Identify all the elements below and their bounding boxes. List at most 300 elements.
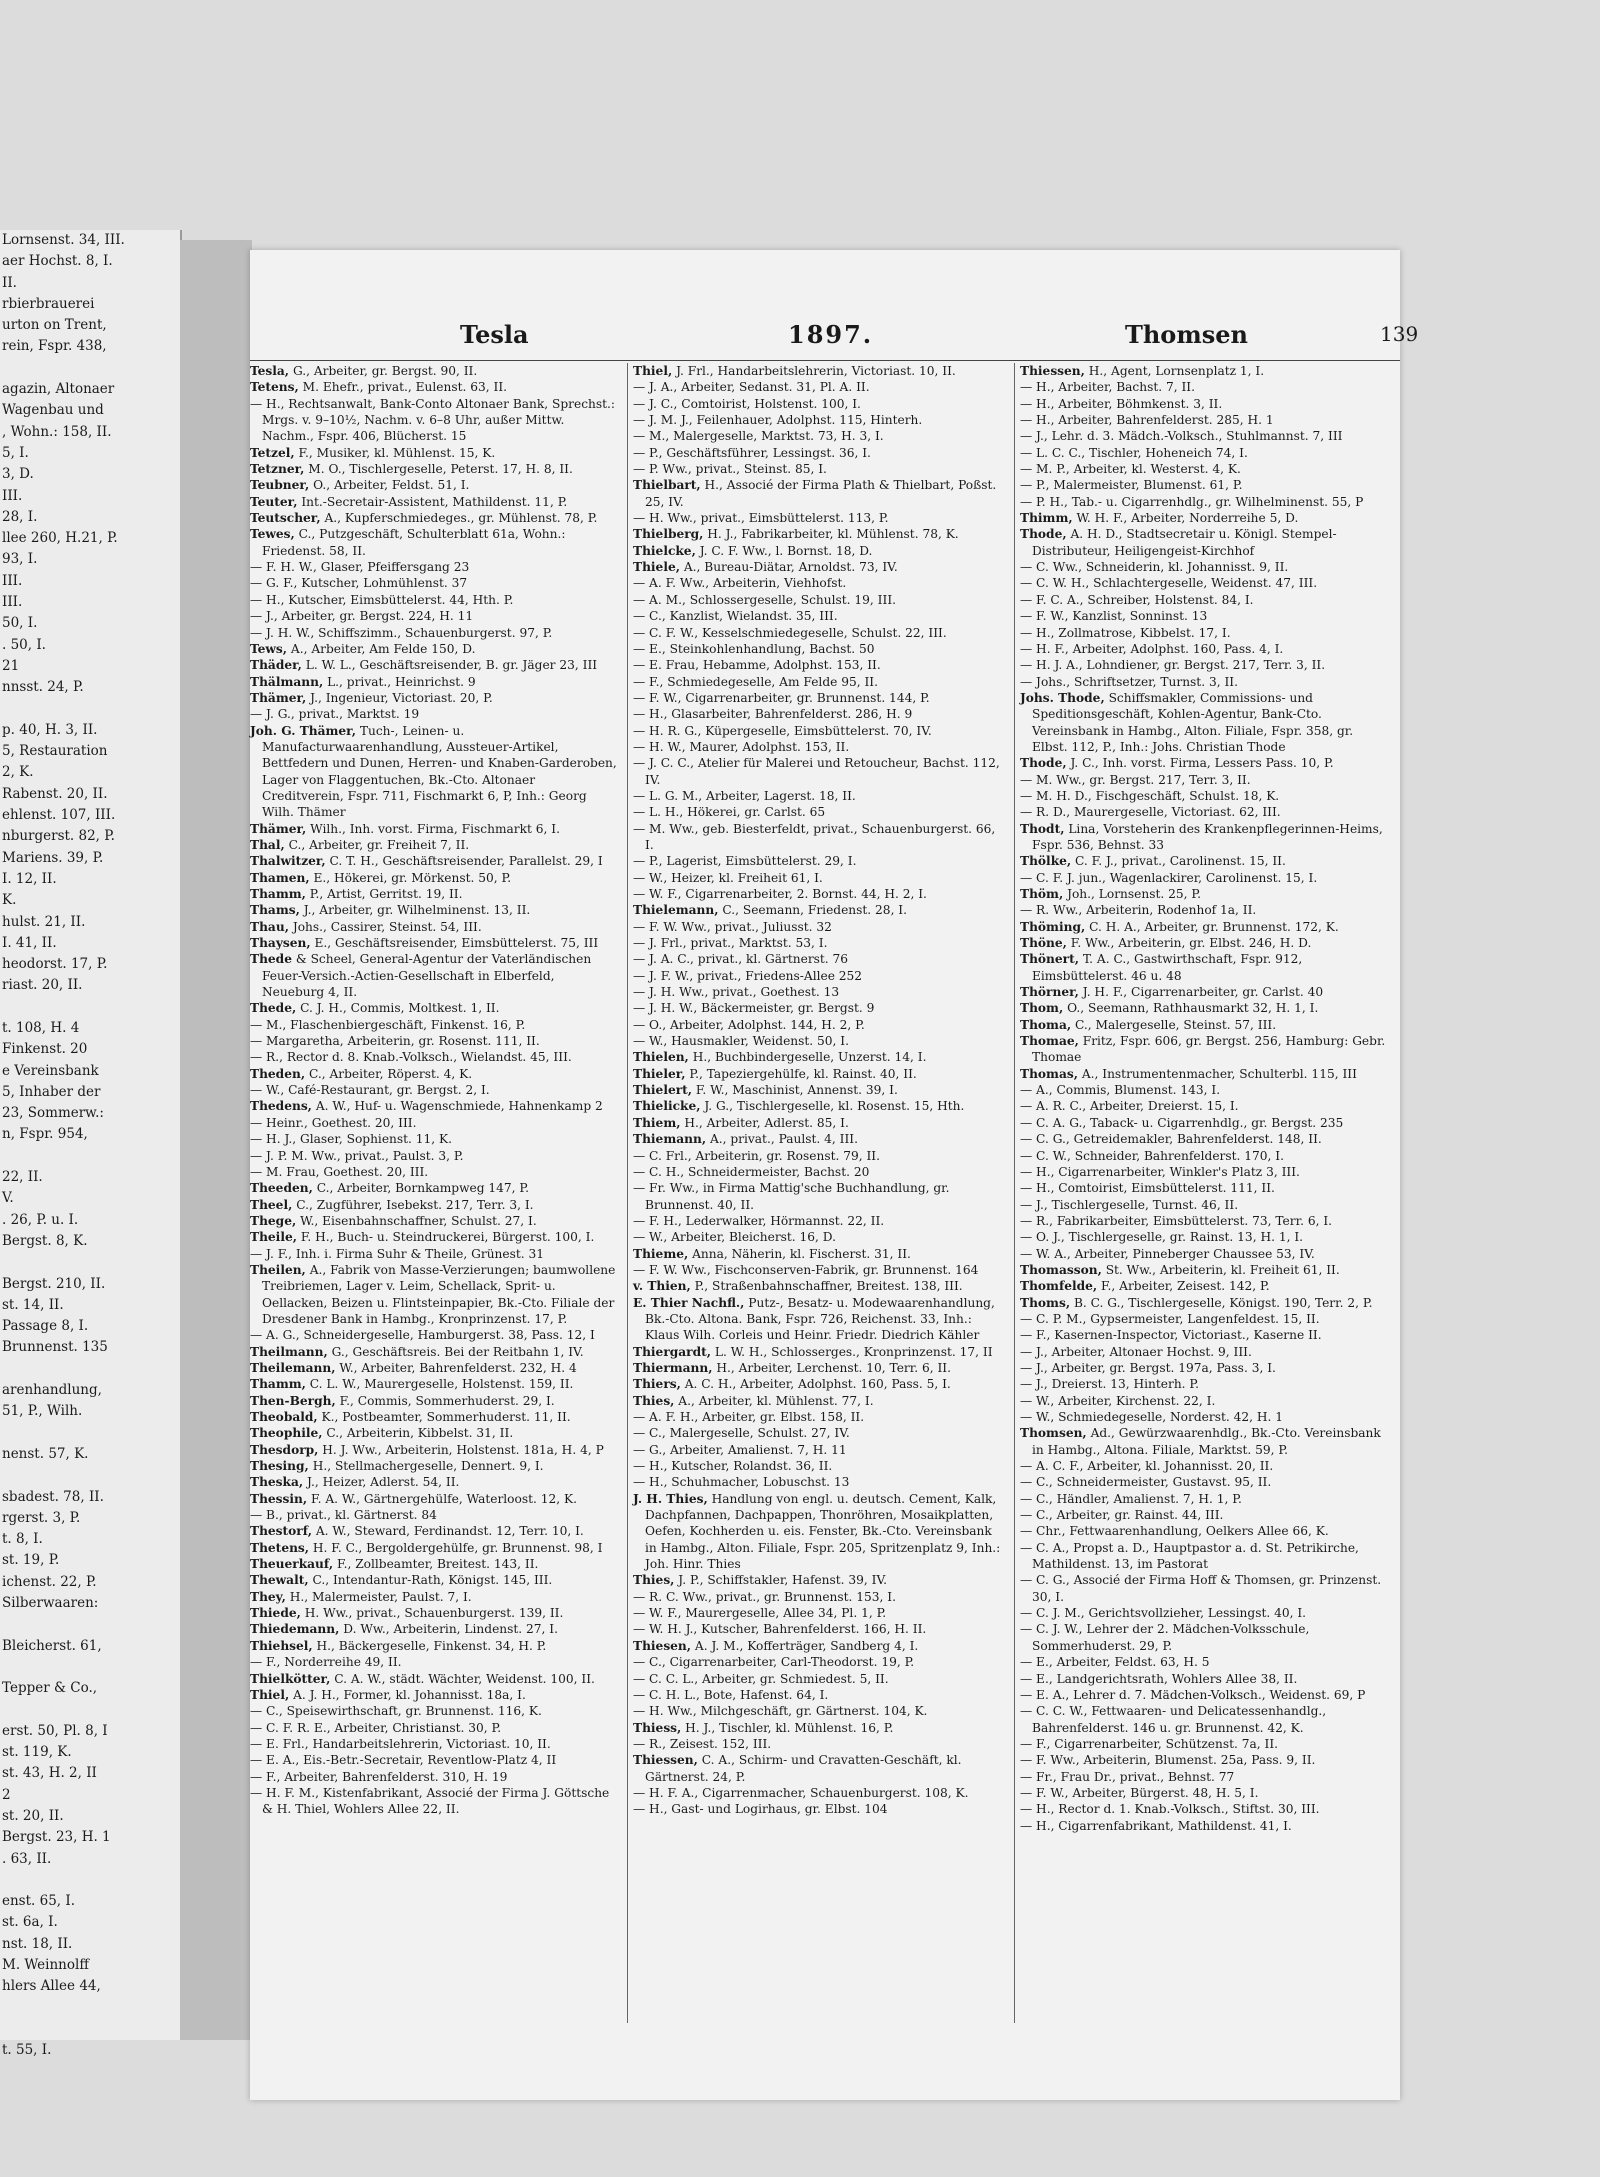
directory-entry — [250, 625, 620, 641]
directory-entry — [633, 592, 1003, 608]
entry-surname: Thiermann, — [633, 1360, 713, 1375]
entry-details: — F., Norderreihe 49, II. — [250, 1655, 402, 1670]
entry-details: — R., Rector d. 8. Knab.-Volksch., Wielandst. 45, III. — [250, 1050, 572, 1065]
left-page-line: st. 119, K. — [2, 1744, 72, 1761]
entry-surname: They, — [250, 1589, 286, 1604]
directory-entry — [1020, 1687, 1390, 1703]
entry-surname: v. Thien, — [633, 1279, 691, 1294]
header-left-keyword: Tesla — [460, 320, 529, 349]
directory-entry — [1020, 575, 1390, 591]
entry-details: — J. H. W., Bäckermeister, gr. Bergst. 9 — [633, 1001, 875, 1016]
entry-details: H. J., Tischler, kl. Mühlenst. 16, P. — [685, 1720, 894, 1735]
directory-entry — [250, 1491, 620, 1507]
entry-details: H., Buchbindergeselle, Unzerst. 14, I. — [692, 1050, 927, 1065]
entry-surname: Thiel, — [633, 364, 673, 378]
directory-entry — [633, 510, 1003, 526]
directory-entry — [250, 1115, 620, 1131]
directory-entry — [633, 1213, 1003, 1229]
directory-entry — [633, 575, 1003, 591]
entry-details: C. L. W., Maurergeselle, Holstenst. 159, II. — [309, 1377, 574, 1392]
directory-entry — [1020, 1000, 1390, 1016]
entry-surname: Thiele, — [633, 560, 680, 575]
entry-details: — F. H. W., Glaser, Pfeiffersgang 23 — [250, 560, 470, 575]
entry-details: — J., Arbeiter, gr. Bergst. 224, H. 11 — [250, 609, 474, 624]
entry-details: — G. F., Kutscher, Lohmühlenst. 37 — [250, 576, 468, 591]
directory-entry — [250, 1687, 620, 1703]
entry-surname: Theuerkauf, — [250, 1557, 334, 1572]
directory-entry — [633, 1148, 1003, 1164]
directory-entry — [250, 1131, 620, 1147]
directory-entry — [633, 412, 1003, 428]
entry-details: — Johs., Schriftsetzer, Turnst. 3, II. — [1020, 674, 1238, 689]
left-page-line: nst. 18, II. — [2, 1935, 73, 1952]
entry-details: — F. W. Ww., privat., Juliusst. 32 — [633, 919, 832, 934]
directory-entry — [250, 494, 620, 510]
directory-entry — [250, 951, 620, 1000]
left-page-line: Finkenst. 20 — [2, 1041, 88, 1058]
entry-details: — H., Arbeiter, Bahrenfelderst. 285, H. 1 — [1020, 413, 1274, 428]
directory-entry — [1020, 1164, 1390, 1180]
entry-details: — P. Ww., privat., Steinst. 85, I. — [633, 462, 827, 477]
entry-details: — H. J. A., Lohndiener, gr. Bergst. 217, Terr. 3, II. — [1020, 658, 1326, 673]
directory-entry — [633, 1033, 1003, 1049]
left-page-line: Rabenst. 20, II. — [2, 785, 108, 802]
entry-details: A., Bureau-Diätar, Arnoldst. 73, IV. — [683, 560, 898, 575]
directory-entry — [1020, 396, 1390, 412]
left-page-line: 5, Inhaber der — [2, 1083, 101, 1100]
directory-entry — [633, 1344, 1003, 1360]
entry-surname: Then-Bergh, — [250, 1393, 336, 1408]
book-gutter — [180, 240, 252, 2040]
left-page-line: enst. 65, I. — [2, 1893, 76, 1910]
entry-details: — F., Arbeiter, Bahrenfelderst. 310, H. 19 — [250, 1769, 508, 1784]
entry-surname: Thiede, — [250, 1606, 301, 1621]
entry-details: A. J. H., Former, kl. Johannisst. 18a, I. — [293, 1687, 526, 1702]
directory-entry — [1020, 1671, 1390, 1687]
entry-details: H., Associé der Firma Plath & Thielbart, Poßst. 25, IV. — [645, 478, 997, 509]
entry-details: A. H. D., Stadtsecretair u. Königl. Stempel-Distributeur, Heiligengeist-Kirchhof — [1032, 527, 1337, 558]
directory-entry — [633, 690, 1003, 706]
directory-entry — [633, 1671, 1003, 1687]
directory-entry — [250, 1066, 620, 1082]
entry-details: — C., Cigarrenarbeiter, Carl-Theodorst. 19, P. — [633, 1655, 915, 1670]
directory-entry — [633, 363, 1003, 379]
left-page-line — [0, 1998, 180, 2019]
entry-details: St. Ww., Arbeiterin, kl. Freiheit 61, II. — [1105, 1262, 1340, 1277]
entry-surname: Thiessen, — [633, 1753, 698, 1768]
page-header — [250, 320, 1419, 361]
directory-entry — [250, 1017, 620, 1033]
entry-details: — E. A., Eis.-Betr.-Secretair, Reventlow-Platz 4, II — [250, 1753, 557, 1768]
directory-entry — [633, 428, 1003, 444]
left-page-line — [0, 1423, 180, 1444]
entry-details: — C. P. M., Gypsermeister, Langenfeldest. 15, II. — [1020, 1311, 1320, 1326]
entry-details: C. F. J., privat., Carolinenst. 15, II. — [1075, 854, 1286, 869]
entry-surname: Thomasson, — [1020, 1262, 1102, 1277]
entry-surname: Thielberg, — [633, 527, 704, 542]
directory-entry — [1020, 461, 1390, 477]
directory-entry — [1020, 625, 1390, 641]
entry-details: E., Hökerei, gr. Mörkenst. 50, P. — [313, 870, 512, 885]
left-page-line: st. 19, P. — [2, 1552, 60, 1569]
entry-details: — G., Arbeiter, Amalienst. 7, H. 11 — [633, 1442, 847, 1457]
entry-details: J. P., Schiffstakler, Hafenst. 39, IV. — [678, 1573, 888, 1588]
entry-details: — A. G., Schneidergeselle, Hamburgerst. 38, Pass. 12, I — [250, 1328, 595, 1343]
entry-surname: Thiergardt, — [633, 1344, 711, 1359]
directory-entry — [1020, 1131, 1390, 1147]
directory-entry — [1020, 1148, 1390, 1164]
entry-details: H., Bäckergeselle, Finkenst. 34, H. P. — [316, 1638, 547, 1653]
entry-details: — F., Schmiedegeselle, Am Felde 95, II. — [633, 674, 878, 689]
directory-entry — [250, 1572, 620, 1588]
entry-details: — J. Frl., privat., Marktst. 53, I. — [633, 936, 828, 951]
entry-details: — M. Frau, Goethest. 20, III. — [250, 1164, 429, 1179]
directory-entry — [250, 592, 620, 608]
entry-details: C., Seemann, Friedenst. 28, I. — [722, 903, 908, 918]
directory-entry — [633, 1229, 1003, 1245]
directory-entry — [633, 951, 1003, 967]
entry-surname: Thies, — [633, 1393, 675, 1408]
entry-details: — F. C. A., Schreiber, Holstenst. 84, I. — [1020, 592, 1254, 607]
directory-entry — [1020, 1213, 1390, 1229]
entry-details: — C. C. W., Fettwaaren- und Delicatessenhandlg., Bahrenfelderst. 146 u. gr. Brunnenst. 42, K. — [1020, 1704, 1327, 1735]
entry-surname: Tesla, — [250, 364, 290, 378]
directory-entry — [250, 641, 620, 657]
entry-details: — H. F. A., Cigarrenmacher, Schauenburgerst. 108, K. — [633, 1785, 969, 1800]
entry-surname: Tetzel, — [250, 445, 295, 460]
entry-details: — C. F. R. E., Arbeiter, Christianst. 30, P. — [250, 1720, 502, 1735]
entry-details: C., Putzgeschäft, Schulterblatt 61a, Wohn.: Friedenst. 58, II. — [262, 527, 566, 558]
left-page-line: K. — [2, 892, 17, 909]
entry-surname: Thimm, — [1020, 511, 1073, 526]
directory-entry — [633, 1246, 1003, 1262]
entry-details: — J., Arbeiter, Altonaer Hochst. 9, III. — [1020, 1344, 1252, 1359]
entry-details: J. G., Tischlergeselle, kl. Rosenst. 15, Hth. — [704, 1099, 965, 1114]
entry-details: — H. F. M., Kistenfabrikant, Associé der Firma J. Göttsche & H. Thiel, Wohlers Allee 22, II. — [250, 1785, 610, 1817]
entry-details: — C., Arbeiter, gr. Rainst. 44, III. — [1020, 1508, 1224, 1523]
entry-details: — R., Fabrikarbeiter, Eimsbüttelerst. 73, Terr. 6, I. — [1020, 1213, 1333, 1228]
left-page-line — [0, 358, 180, 379]
entry-details: Putz-, Besatz- u. Modewaarenhandlung, Bk.-Cto. Altona. Bank, Fspr. 726, Reichenst. 33, Inh.: Klaus Wilh. Corleis und Heinr. Friedr. Diedrich Kähler — [645, 1295, 995, 1343]
entry-details: — J. M. J., Feilenhauer, Adolphst. 115, Hinterh. — [633, 413, 923, 428]
directory-entry — [633, 1801, 1003, 1817]
entry-details: — H., Rector d. 1. Knab.-Volksch., Stiftst. 30, III. — [1020, 1802, 1320, 1817]
left-page-line: Bergst. 210, II. — [2, 1275, 106, 1292]
entry-details: — O., Arbeiter, Adolphst. 144, H. 2, P. — [633, 1017, 865, 1032]
directory-entry — [1020, 1507, 1390, 1523]
left-page-line: hulst. 21, II. — [2, 913, 86, 930]
left-page-line: Tepper & Co., — [2, 1680, 98, 1697]
directory-entry — [633, 1409, 1003, 1425]
directory-entry — [1020, 1327, 1390, 1343]
directory-entry — [1020, 494, 1390, 510]
directory-entry — [250, 1654, 620, 1670]
directory-entry — [633, 1687, 1003, 1703]
directory-entry — [1020, 641, 1390, 657]
entry-details: G., Geschäftsreis. Bei der Reitbahn 1, IV. — [331, 1344, 584, 1359]
entry-surname: Teubner, — [250, 478, 310, 493]
entry-details: Int.-Secretair-Assistent, Mathildenst. 11, P. — [301, 494, 568, 509]
directory-entry — [1020, 1246, 1390, 1262]
entry-surname: Thessin, — [250, 1491, 308, 1506]
directory-entry — [1020, 821, 1390, 854]
directory-entry — [250, 1425, 620, 1441]
directory-entry — [1020, 445, 1390, 461]
entry-details: — M. P., Arbeiter, kl. Westerst. 4, K. — [1020, 462, 1241, 477]
directory-entry — [633, 1082, 1003, 1098]
directory-entry — [633, 1654, 1003, 1670]
directory-entry — [250, 1605, 620, 1621]
entry-details: — W. H. J., Kutscher, Bahrenfelderst. 166, H. II. — [633, 1622, 927, 1637]
entry-surname: Thielicke, — [633, 1099, 701, 1114]
left-page-line: agazin, Altonaer — [2, 381, 115, 398]
entry-details: — W. F., Maurergeselle, Allee 34, Pl. 1, P. — [633, 1606, 887, 1621]
entry-details: C. T. H., Geschäftsreisender, Parallelst. 29, I — [329, 854, 603, 869]
entry-details: — C. A. G., Taback- u. Cigarrenhdlg., gr. Bergst. 235 — [1020, 1115, 1344, 1130]
left-page-line: rbierbrauerei — [2, 295, 95, 312]
directory-entry — [1020, 592, 1390, 608]
entry-details: Anna, Näherin, kl. Fischerst. 31, II. — [692, 1246, 911, 1261]
entry-details: — L. C. C., Tischler, Hoheneich 74, I. — [1020, 445, 1248, 460]
directory-entry — [1020, 526, 1390, 559]
directory-entry — [633, 968, 1003, 984]
entry-details: — J. C. C., Atelier für Malerei und Retoucheur, Bachst. 112, IV. — [633, 756, 1000, 787]
directory-entry — [250, 1736, 620, 1752]
directory-entry — [250, 1393, 620, 1409]
directory-entry — [633, 461, 1003, 477]
entry-details: — H., Schuhmacher, Lobuschst. 13 — [633, 1475, 850, 1490]
directory-entry — [1020, 1605, 1390, 1621]
directory-entry — [633, 526, 1003, 542]
directory-entry — [633, 559, 1003, 575]
directory-entry — [250, 1442, 620, 1458]
directory-entry — [250, 1197, 620, 1213]
directory-entry — [633, 1098, 1003, 1114]
entry-details: — L. H., Hökerei, gr. Carlst. 65 — [633, 805, 826, 820]
left-page-line: st. 20, II. — [2, 1807, 64, 1824]
directory-entry — [1020, 804, 1390, 820]
left-page-line: n, Fspr. 954, — [2, 1126, 88, 1143]
directory-entry — [1020, 1540, 1390, 1573]
entry-details: H. Ww., privat., Schauenburgerst. 139, II. — [304, 1606, 564, 1621]
left-page-line: rein, Fspr. 438, — [2, 338, 107, 355]
directory-entry — [250, 1229, 620, 1245]
entry-details: — R. D., Maurergeselle, Victoriast. 62, III. — [1020, 805, 1281, 820]
entry-surname: Joh. G. Thämer, — [250, 723, 356, 738]
entry-details: O., Arbeiter, Feldst. 51, I. — [313, 478, 470, 493]
directory-entry — [633, 379, 1003, 395]
entry-details: — J. F., Inh. i. Firma Suhr & Theile, Grünest. 31 — [250, 1246, 545, 1261]
directory-entry — [250, 1213, 620, 1229]
directory-entry — [250, 1148, 620, 1164]
entry-surname: Thege, — [250, 1213, 297, 1228]
left-page-line: t. 55, I. — [2, 2042, 52, 2059]
directory-entry — [1020, 1376, 1390, 1392]
directory-entry — [633, 1752, 1003, 1785]
left-page-line: erst. 50, Pl. 8, I — [2, 1722, 108, 1739]
directory-entry — [633, 1049, 1003, 1065]
entry-details: — R. C. Ww., privat., gr. Brunnenst. 153, I. — [633, 1589, 896, 1604]
entry-details: — L. G. M., Arbeiter, Lagerst. 18, II. — [633, 788, 856, 803]
directory-entry — [1020, 559, 1390, 575]
directory-entry — [633, 641, 1003, 657]
entry-surname: Thalwitzer, — [250, 854, 326, 869]
entry-details: J. H. F., Cigarrenarbeiter, gr. Carlst. 40 — [1082, 985, 1324, 1000]
directory-entry — [250, 1540, 620, 1556]
directory-entry — [1020, 428, 1390, 444]
entry-surname: Tetzner, — [250, 462, 305, 477]
entry-details: L. W. H., Schlosserges., Kronprinzenst. 17, II — [714, 1344, 993, 1359]
left-page-line: 28, I. — [2, 508, 38, 525]
entry-details: A., Kupferschmiedeges., gr. Mühlenst. 78, P. — [324, 511, 598, 526]
entry-details: — J. G., privat., Marktst. 19 — [250, 707, 420, 722]
left-page-line: st. 14, II. — [2, 1296, 64, 1313]
entry-surname: Thamm, — [250, 1377, 306, 1392]
entry-details: L. W. L., Geschäftsreisender, B. gr. Jäger 23, III — [305, 658, 598, 673]
entry-details: G., Arbeiter, gr. Bergst. 90, II. — [292, 364, 478, 378]
entry-details: — M. Ww., gr. Bergst. 217, Terr. 3, II. — [1020, 772, 1251, 787]
entry-details: — H. R. G., Küpergeselle, Eimsbüttelerst. 70, IV. — [633, 723, 932, 738]
entry-details: — C. Frl., Arbeiterin, gr. Rosenst. 79, II. — [633, 1148, 880, 1163]
entry-surname: Thämer, — [250, 690, 307, 705]
directory-entry — [633, 1164, 1003, 1180]
entry-surname: Thörner, — [1020, 985, 1079, 1000]
directory-entry — [1020, 1703, 1390, 1736]
entry-details: — H., Kutscher, Rolandst. 36, II. — [633, 1459, 833, 1474]
directory-entry — [1020, 363, 1390, 379]
entry-surname: Thomfelde, — [1020, 1279, 1098, 1294]
entry-details: F., Arbeiter, Zeisest. 142, P. — [1100, 1279, 1270, 1294]
left-page-line: 51, P., Wilh. — [2, 1403, 83, 1420]
directory-entry — [250, 477, 620, 493]
entry-details: — W., Hausmakler, Weidenst. 50, I. — [633, 1034, 849, 1049]
left-page-line: ehlenst. 107, III. — [2, 807, 116, 824]
directory-entry — [250, 1360, 620, 1376]
entry-details: — F. W. Ww., Fischconserven-Fabrik, gr. Brunnenst. 164 — [633, 1262, 979, 1277]
directory-entry — [1020, 1654, 1390, 1670]
directory-entry — [633, 1736, 1003, 1752]
directory-entry — [1020, 788, 1390, 804]
entry-details: — P. H., Tab.- u. Cigarrenhdlg., gr. Wilhelminenst. 55, P — [1020, 494, 1364, 509]
directory-entry — [1020, 1229, 1390, 1245]
directory-entry — [633, 1066, 1003, 1082]
entry-details: — Margaretha, Arbeiterin, gr. Rosenst. 111, II. — [250, 1034, 540, 1049]
directory-entry — [633, 870, 1003, 886]
entry-details: J., Ingenieur, Victoriast. 20, P. — [310, 690, 493, 705]
entry-details: H., Malermeister, Paulst. 7, I. — [289, 1589, 472, 1604]
entry-details: — F., Cigarrenarbeiter, Schützenst. 7a, II. — [1020, 1736, 1279, 1751]
entry-details: — E., Arbeiter, Feldst. 63, H. 5 — [1020, 1655, 1210, 1670]
entry-surname: Thieme, — [633, 1246, 689, 1261]
entry-details: — J., Dreierst. 13, Hinterh. P. — [1020, 1377, 1200, 1392]
left-page-line — [0, 1699, 180, 1720]
directory-entry — [1020, 1360, 1390, 1376]
directory-entry — [1020, 1393, 1390, 1409]
entry-details: — E., Steinkohlenhandlung, Bachst. 50 — [633, 641, 875, 656]
entry-surname: Thede, — [250, 1001, 297, 1016]
directory-entry — [250, 1507, 620, 1523]
entry-details: Ad., Gewürzwaarenhdlg., Bk.-Cto. Vereinsbank in Hambg., Altona. Filiale, Marktst. 59, P. — [1032, 1426, 1381, 1457]
entry-details: C., Arbeiter, Bornkampweg 147, P. — [316, 1181, 530, 1196]
entry-surname: Thodt, — [1020, 821, 1065, 836]
directory-entry — [250, 1638, 620, 1654]
entry-details: — P., Lagerist, Eimsbüttelerst. 29, I. — [633, 854, 857, 869]
left-page-line: 2 — [2, 1786, 11, 1803]
directory-entry — [250, 821, 620, 837]
left-page-line: III. — [2, 572, 23, 589]
directory-entry — [633, 1295, 1003, 1344]
left-page-line: riast. 20, II. — [2, 977, 83, 994]
directory-entry — [1020, 1311, 1390, 1327]
entry-details: — Heinr., Goethest. 20, III. — [250, 1115, 417, 1130]
directory-entry — [250, 1703, 620, 1719]
entry-details: A. C. H., Arbeiter, Adolphst. 160, Pass. 5, I. — [684, 1377, 951, 1392]
entry-surname: Thedens, — [250, 1099, 312, 1114]
left-page-line — [0, 997, 180, 1018]
directory-entry — [633, 755, 1003, 788]
left-page-line: t. 8, I. — [2, 1531, 43, 1548]
entry-surname: Thesdorp, — [250, 1442, 319, 1457]
directory-entry — [250, 886, 620, 902]
entry-details: Fritz, Fspr. 606, gr. Bergst. 256, Hamburg: Gebr. Thomae — [1032, 1034, 1386, 1065]
directory-entry — [633, 739, 1003, 755]
directory-entry — [1020, 755, 1390, 771]
entry-details: — C. A., Propst a. D., Hauptpastor a. d. St. Petrikirche, Mathildenst. 13, im Pastorat — [1020, 1540, 1359, 1572]
entry-details: A., Arbeiter, kl. Mühlenst. 77, I. — [678, 1393, 874, 1408]
entry-details: — C. J. W., Lehrer der 2. Mädchen-Volksschule, Sommerhuderst. 29, P. — [1020, 1622, 1310, 1653]
entry-surname: Thiessen, — [1020, 364, 1085, 378]
entry-details: C., Arbeiterin, Kibbelst. 31, II. — [326, 1426, 514, 1441]
entry-details: — C. J. M., Gerichtsvollzieher, Lessingst. 40, I. — [1020, 1606, 1307, 1621]
directory-entry — [1020, 412, 1390, 428]
entry-details: — J. P. M. Ww., privat., Paulst. 3, P. — [250, 1148, 464, 1163]
directory-entry — [633, 445, 1003, 461]
directory-entry — [250, 526, 620, 559]
directory-entry — [250, 1246, 620, 1262]
entry-details: — Fr. Ww., in Firma Mattig'sche Buchhandlung, gr. Brunnenst. 40, II. — [633, 1181, 950, 1212]
entry-details: J., Arbeiter, gr. Wilhelminenst. 13, II. — [303, 903, 531, 918]
entry-surname: Thesing, — [250, 1459, 309, 1474]
entry-surname: Thies, — [633, 1573, 675, 1588]
entry-details: — J. F. W., privat., Friedens-Allee 252 — [633, 968, 863, 983]
left-page-line: e Vereinsbank — [2, 1062, 99, 1079]
directory-entry — [250, 363, 620, 379]
entry-details: — Chr., Fettwaarenhandlung, Oelkers Allee 66, K. — [1020, 1524, 1329, 1539]
entry-details: H. J., Fabrikarbeiter, kl. Mühlenst. 78, K. — [707, 527, 959, 542]
directory-entry — [1020, 608, 1390, 624]
directory-entry — [1020, 935, 1390, 951]
directory-entry — [250, 1033, 620, 1049]
entry-details: — H. J., Glaser, Sophienst. 11, K. — [250, 1132, 453, 1147]
entry-details: — F. H., Lederwalker, Hörmannst. 22, II. — [633, 1213, 885, 1228]
entry-surname: Thielcke, — [633, 543, 696, 558]
entry-surname: Teutscher, — [250, 511, 321, 526]
directory-entry — [633, 1474, 1003, 1490]
entry-details: Joh., Lornsenst. 25, P. — [1067, 887, 1201, 901]
left-page-line: V. — [2, 1190, 14, 1207]
entry-details: H., Agent, Lornsenplatz 1, I. — [1088, 364, 1265, 378]
directory-entry — [1020, 1474, 1390, 1490]
directory-entry — [1020, 1066, 1390, 1082]
entry-details: — F. W., Kanzlist, Sonninst. 13 — [1020, 609, 1208, 624]
directory-entry — [250, 723, 620, 821]
page-number: 139 — [1380, 322, 1419, 346]
left-page-line: llee 260, H.21, P. — [2, 530, 118, 547]
entry-details: — W. A., Arbeiter, Pinneberger Chaussee 53, IV. — [1020, 1246, 1315, 1261]
directory-entry — [1020, 1017, 1390, 1033]
left-page-line: 23, Sommerw.: — [2, 1105, 104, 1122]
entry-details: C., Arbeiter, Röperst. 4, K. — [308, 1066, 473, 1081]
